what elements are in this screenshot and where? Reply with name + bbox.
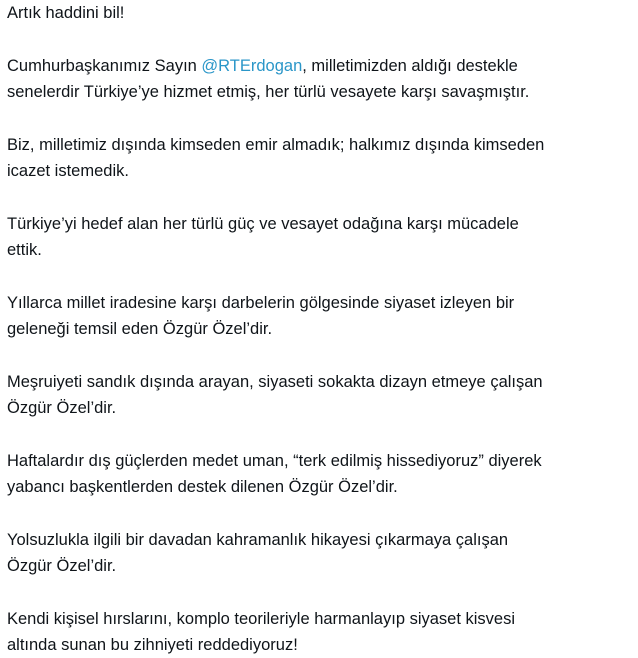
paragraph	[7, 290, 638, 342]
text-line: yabancı başkentlerden destek dilenen Özgür Özel’dir.	[7, 478, 398, 496]
text-line: Kendi kişisel hırslarını, komplo teorileriyle harmanlayıp siyaset kisvesi	[7, 610, 516, 628]
text-line: Haftalardır dış güçlerden medet uman, “terk edilmiş hissediyoruz” diyerek	[7, 452, 542, 470]
text-line: geleneği temsil eden Özgür Özel’dir.	[7, 320, 273, 338]
text-line: Meşruiyeti sandık dışında arayan, siyaseti sokakta dizayn etmeye çalışan	[7, 373, 543, 391]
paragraph	[7, 527, 638, 579]
paragraph	[7, 448, 638, 500]
paragraph	[7, 211, 638, 263]
paragraph	[7, 606, 638, 658]
text-line: Özgür Özel’dir.	[7, 557, 117, 575]
text-segment: , milletimizden aldığı destekle	[302, 57, 518, 75]
text-line: ettik.	[7, 241, 42, 259]
text-line: Yıllarca millet iradesine karşı darbelerin gölgesinde siyaset izleyen bir	[7, 294, 515, 312]
text-line: Biz, milletimiz dışında kimseden emir almadık; halkımız dışında kimseden	[7, 136, 545, 154]
text-segment: Cumhurbaşkanımız Sayın	[7, 57, 202, 75]
text-line: Yolsuzlukla ilgili bir davadan kahramanlık hikayesi çıkarmaya çalışan	[7, 531, 509, 549]
paragraph	[7, 132, 638, 184]
text-line: Türkiye’yi hedef alan her türlü güç ve vesayet odağına karşı mücadele	[7, 215, 519, 233]
text-line: icazet istemedik.	[7, 162, 129, 180]
mention-link[interactable]: @RTErdogan	[201, 57, 303, 75]
paragraph	[7, 0, 638, 26]
text-line: Özgür Özel’dir.	[7, 399, 117, 417]
text-line: Artık haddini bil!	[7, 4, 125, 22]
paragraph	[7, 369, 638, 421]
paragraph	[7, 53, 638, 105]
text-line	[7, 53, 638, 79]
text-line: senelerdir Türkiye’ye hizmet etmiş, her türlü vesayete karşı savaşmıştır.	[7, 83, 530, 101]
text-line: altında sunan bu zihniyeti reddediyoruz!	[7, 636, 298, 654]
